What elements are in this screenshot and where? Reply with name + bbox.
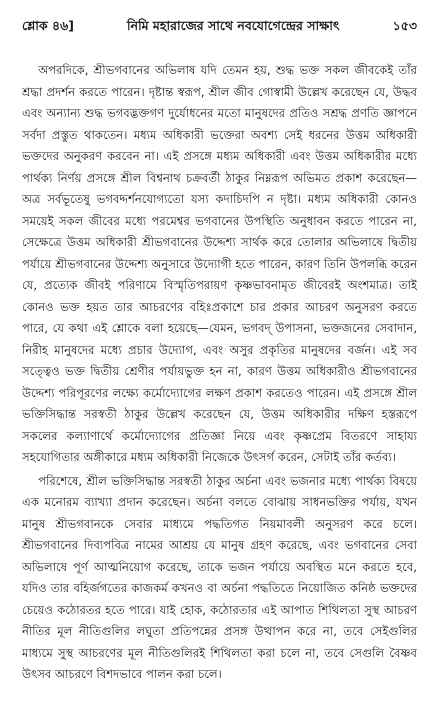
verse-label: শ্লোক ৪৬] <box>22 18 74 33</box>
paragraph: অপরদিকে, শ্রীভগবানের অভিলাষ যদি তেমন হয়, শুদ্ধ ভক্ত সকল জীবকেই তাঁর শ্রদ্ধা প্রদর্শন করতে পারেন। দৃষ্টান্ত স্বরূপ, শ্রীল জীব গোস্বামী উল্লেখ করেছেন যে, উদ্ধব এবং অন্যান্য শুদ্ধ ভগবদ্ভক্তগণ দুর্যোধনের মতো মানুষদের প্রতিও সশ্রদ্ধ প্রণতি জ্ঞাপনে সর্বদা প্রস্তুত থাকতেন। মধ্যম অধিকারী ভক্তেরা অবশ্য সেই ধরনের উত্তম অধিকারী ভক্তদের অনুকরণ করবেন না। এই প্রসঙ্গে মধ্যম অধিকারী এবং উত্তম অধিকারীর মধ্যে পার্থক্য নির্ণয় প্রসঙ্গে শ্রীল বিশ্বনাথ চক্রবর্তী ঠাকুর নিম্নরূপ অভিমত প্রকাশ করেছেন—অত্র সর্বভূতেষু ভগবদ্দর্শনযোগ্যতো যস্য কদাচিদপি ন দৃষ্টা। মধ্যম অধিকারী কোনও সময়েই সকল জীবের মধ্যে পরমেশ্বর ভগবানের উপস্থিতি অনুধাবন করতে পারেন না, সেক্ষেত্রে উত্তম অধিকারী শ্রীভগবানের উদ্দেশ্য সার্থক করে তোলার অভিলাষে দ্বিতীয় পর্যায়ে শ্রীভগবানের উদ্দেশ্য অনুসারে উদ্যোগী হতে পারেন, কারণ তিনি উপলব্ধি করেন যে, প্রত্যেক জীবই পরিণামে বিস্মৃতিপরায়ণ কৃষ্ণভাবনামৃত জীবেরই অংশমাত্র। তাই কোনও ভক্ত হয়ত তার আচরণের বহিঃপ্রকাশে চার প্রকার আচরণ অনুসরণ করতে পারে, যে কথা এই শ্লোকে বলা হয়েছে—যেমন, ভগবদ্ উপাসনা, ভক্তজনের সেবাদান, নিরীহ মানুষদের মধ্যে প্রচার উদ্যোগ, এবং অসুর প্রকৃতির মানুষদের বর্জন। এই সব সত্ত্বেও ভক্ত দ্বিতীয় শ্রেণীর পর্যায়ভুক্ত হন না, কারণ উত্তম অধিকারীও শ্রীভগবানের উদ্দেশ্য পরিপূরণের লক্ষ্যে কর্মোদ্যোগের লক্ষণ প্রকাশ করতেও পারেন। এই প্রসঙ্গে শ্রীল ভক্তিসিদ্ধান্ত সরস্বতী ঠাকুর উল্লেখ করেছেন যে, উত্তম অধিকারীর দক্ষিণ হস্তরূপে সকলের কল্যাণার্থে কর্মোদ্যোগের প্রতিজ্ঞা নিয়ে এবং কৃষ্ণপ্রেম বিতরণে সাহায্য সহযোগিতার অঙ্গীকারে মধ্যম অধিকারী নিজেকে উৎসর্গ করেন, সেটাই তাঁর কর্তব্য। <box>22 63 417 464</box>
page-body <box>22 60 417 687</box>
chapter-title: নিমি মহারাজের সাথে নবযোগেন্দ্রের সাক্ষাৎ <box>127 18 340 33</box>
page-number: ১৫৩ <box>392 18 417 33</box>
paragraph: পরিশেষে, শ্রীল ভক্তিসিদ্ধান্ত সরস্বতী ঠাকুর অর্চনা এবং ভজনার মধ্যে পার্থক্য বিষয়ে এক মনোরম ব্যাখ্যা প্রদান করেছেন। অর্চনা বলতে বোঝায় সাধনভক্তির পর্যায়, যখন মানুষ শ্রীভগবানকে সেবার মাধ্যমে পদ্ধতিগত নিয়মাবলী অনুসরণ করে চলে। শ্রীভগবানের দিব্যপবিত্র নামের আশ্রয় যে মানুষ গ্রহণ করেছে, এবং ভগবানের সেবা অভিলাষে পূর্ণ আত্মনিয়োগ করেছে, তাকে ভজন পর্যায়ে অবস্থিত মনে করতে হবে, যদিও তার বহির্জগতের কাজকর্ম কখনও বা অর্চনা পদ্ধতিতে নিয়োজিত কনিষ্ঠ ভক্তদের চেয়েও কঠোরতর হতে পারে। যাই হোক, কঠোরতার এই আপাত শিথিলতা সুস্থ আচরণ নীতির মূল নীতিগুলির লঘুতা প্রতিপন্নের প্রসঙ্গ উত্থাপন করে না, তবে সেইগুলির মাধ্যমে সুস্থ আচরণের মূল নীতিগুলিরই শিথিলতা করা চলে না, তবে সেগুলি বৈষ্ণব উৎসব আচরণে বিশদভাবে পালন করা চলে। <box>22 473 417 681</box>
running-header <box>22 18 417 40</box>
